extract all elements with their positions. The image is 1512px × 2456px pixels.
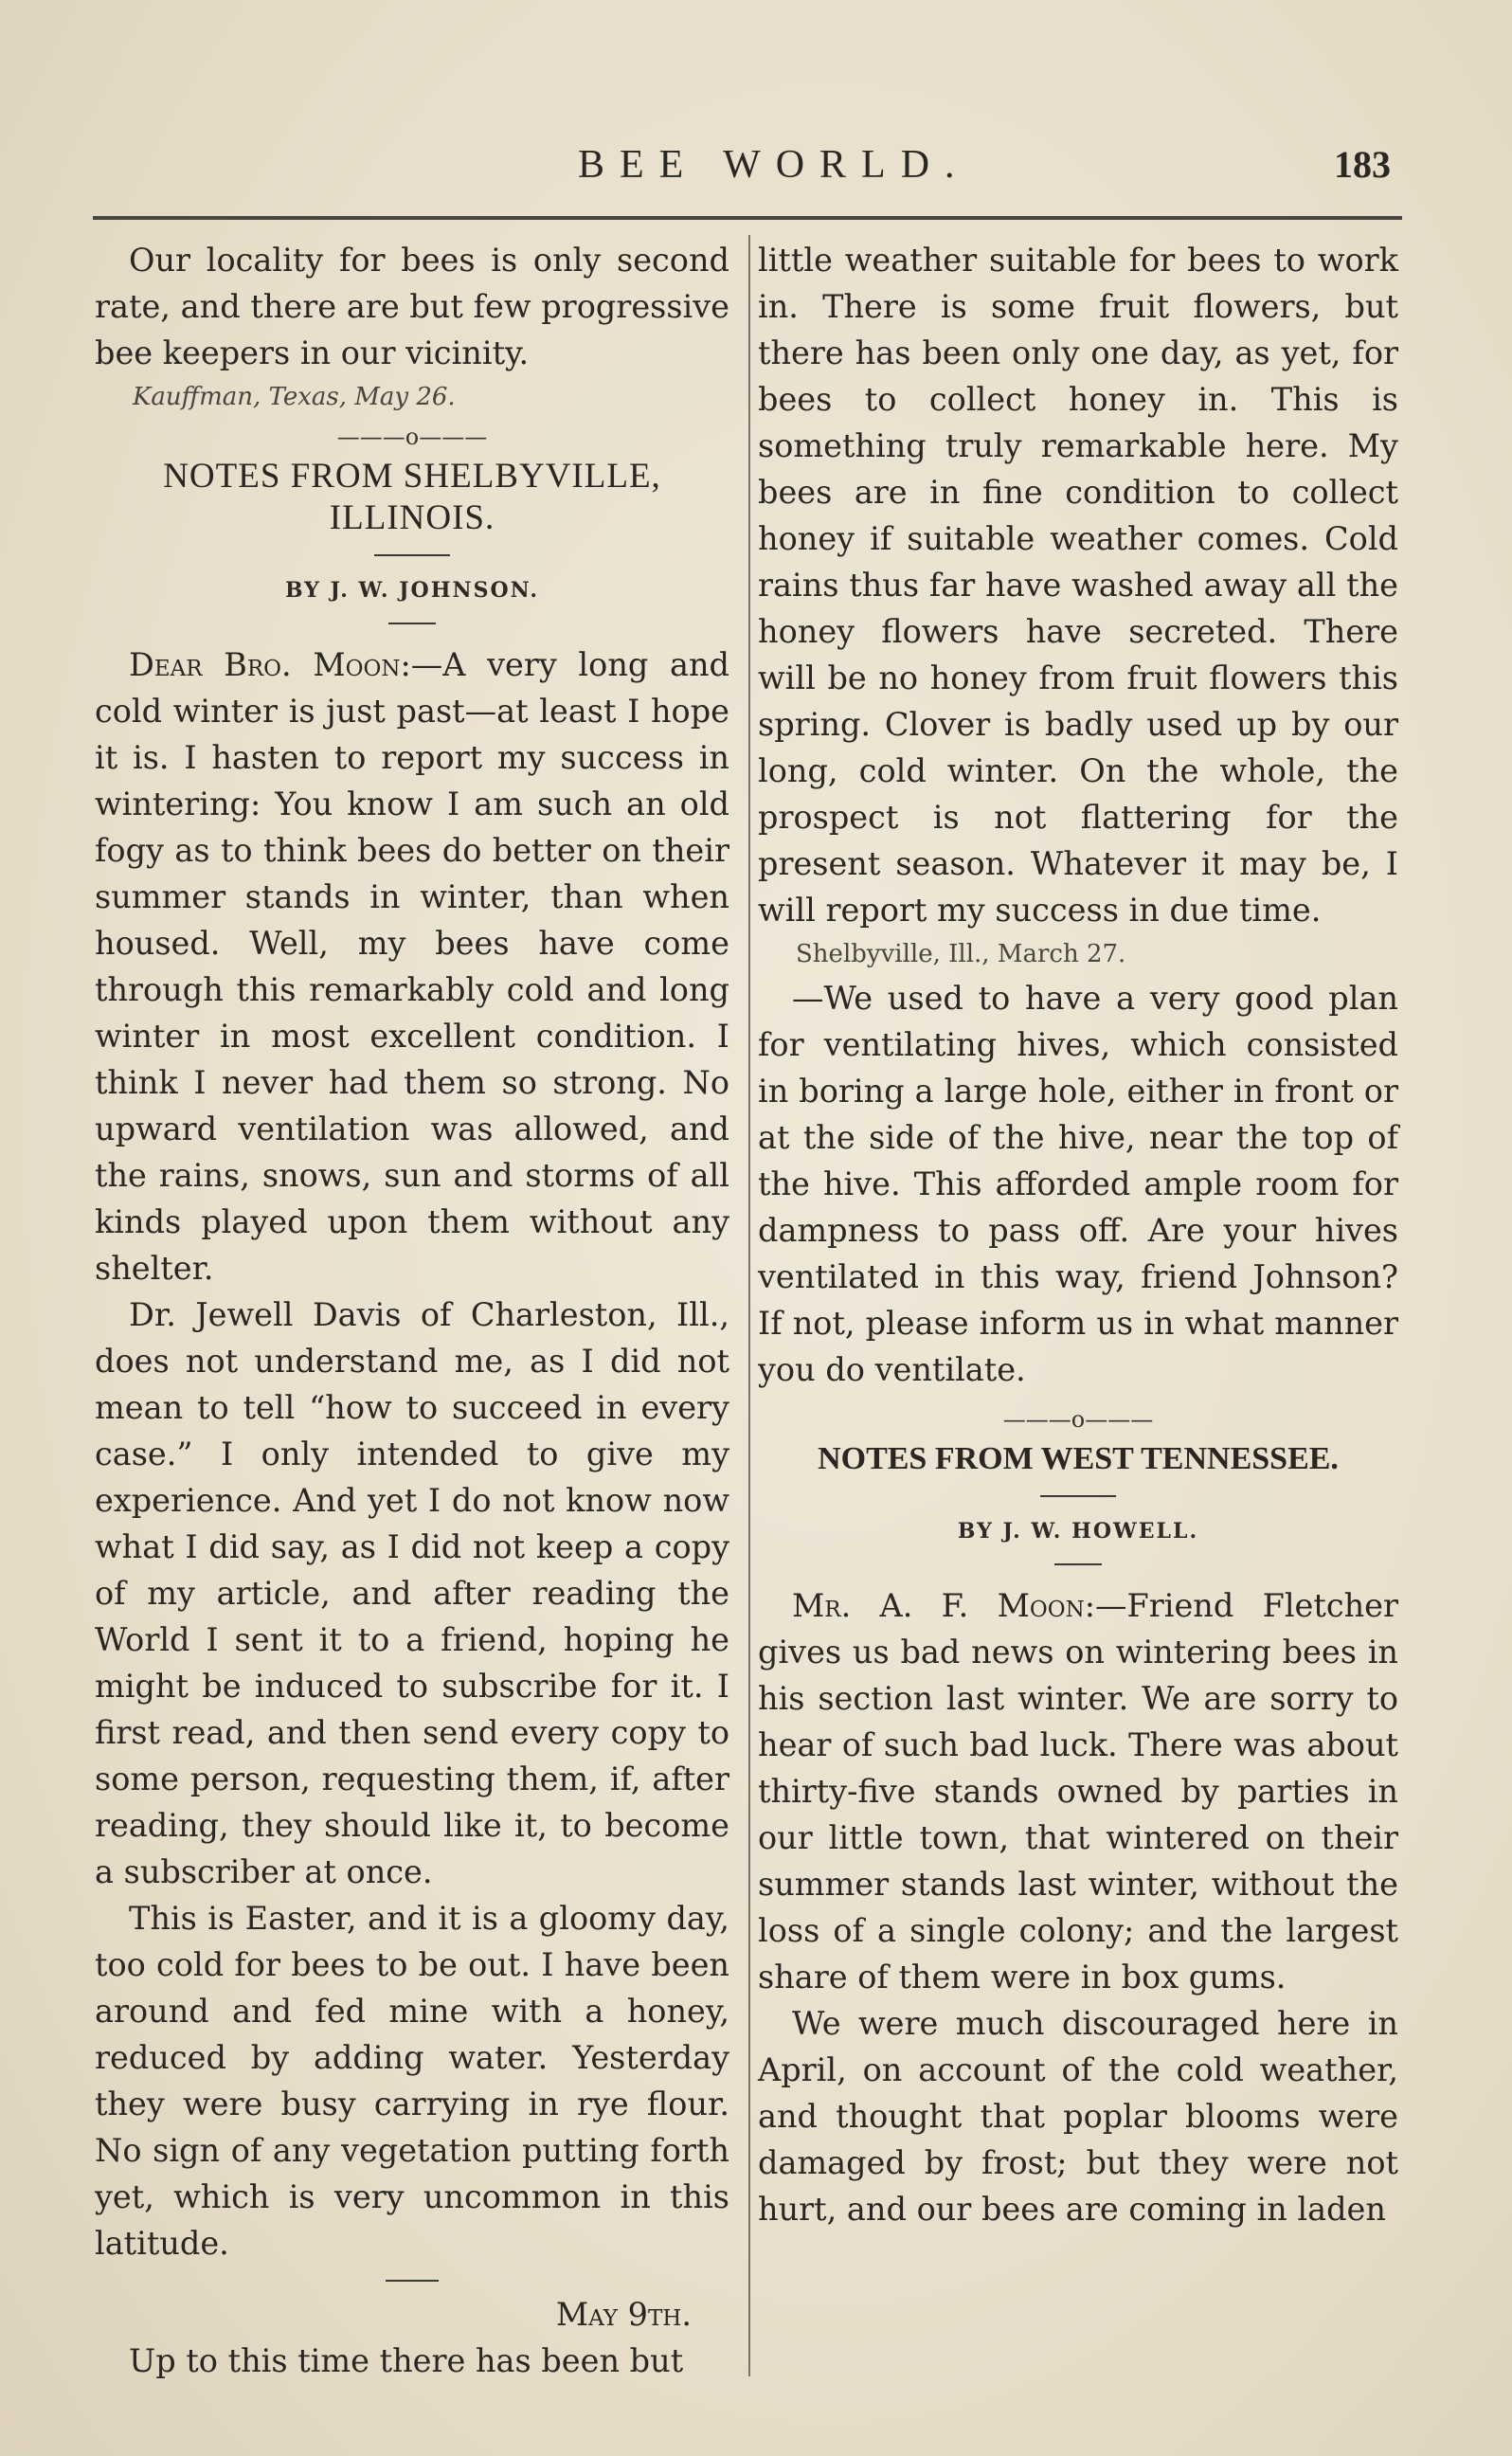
title-rule <box>374 554 450 556</box>
running-title: BEE WORLD. <box>578 143 970 187</box>
section-separator-right: ———o——— <box>1002 1406 1154 1433</box>
letter-paragraph-2: Dr. Jewell Davis of Charleston, Ill., does not understand me, as I did not mean to tell “how to succeed in every case.” I only intended to give my experience. And yet I do not know now what I did say, as I did not keep a copy of my article, and after reading the World I sent it to a friend, hoping he might be induced to subscribe for it. I first read, and then send every copy to some person, requesting them, if, after reading, they should like it, to become a subscriber at once. <box>95 1296 729 1890</box>
salutation: Dear Bro. Moon: <box>129 646 411 683</box>
howell-paragraph-1 <box>758 1582 1398 2000</box>
section-separator: ———o——— <box>336 424 488 450</box>
howell-paragraph-1-text: —Friend Fletcher gives us bad news on wintering bees in his section last winter. We are sorry to hear of such bad luck. There was about thirty-five stands owned by parties in our little town, that wintered on their summer stands last winter, without the loss of a single colony; and the largest share of them were in box gums. <box>758 1587 1399 1996</box>
title-rule-right <box>1040 1495 1116 1497</box>
signoff-date: May 9th. <box>555 2296 692 2333</box>
continued-paragraph: little weather suitable for bees to work in. There is some fruit flowers, but there has been only one day, as yet, for bees to collect honey in. This is something truly remarkable here. My bees are in fine condition to collect honey if suitable weather comes. Cold rains thus far have washed away all the honey flowers have secreted. There will be no honey from fruit flowers this spring. Clover is badly used up by our long, cold winter. On the whole, the prospect is not flattering for the present season. Whatever it may be, I will report my success in due time. <box>758 242 1398 929</box>
opening-dateline: Kauffman, Texas, May 26. <box>133 383 456 411</box>
opening-paragraph: Our locality for bees is only second rate, and there are but few progressive bee keepers in our vicinity. <box>95 242 729 371</box>
signoff-rule <box>386 2280 439 2282</box>
letter-paragraph-4: Up to this time there has been but <box>129 2342 684 2379</box>
salutation-right: Mr. A. F. Moon: <box>792 1587 1095 1624</box>
byline-rule-right <box>1054 1563 1102 1565</box>
letter-paragraph-3: This is Easter, and it is a gloomy day, too cold for bees to be out. I have been around and fed mine with a honey, reduced by adding water. Yesterday they were busy carrying in rye flour. No sign of any vegetation putting forth yet, which is very uncommon in this latitude. <box>95 1900 729 2262</box>
byline: BY J. W. JOHNSON. <box>284 578 540 603</box>
howell-paragraph-2: We were much discouraged here in April, on account of the cold weather, and thought that poplar blooms were damaged by frost; but they were not hurt, and our bees are coming in laden <box>758 2005 1398 2228</box>
right-column <box>758 237 1398 2232</box>
running-head <box>0 142 1512 199</box>
spacer <box>758 1393 1398 1400</box>
article-title-right: NOTES FROM WEST TENNESSEE. <box>818 1441 1339 1476</box>
byline-rule <box>388 623 436 624</box>
article-title <box>95 456 729 539</box>
left-column <box>95 237 729 2384</box>
letter-paragraph-1 <box>95 641 729 1291</box>
article-title-line2: ILLINOIS. <box>329 498 495 537</box>
editor-note: —We used to have a very good plan for ventilating hives, which consisted in boring a large hole, either in front or at the side of the hive, near the top of the hive. This afforded ample room for dampness to pass off. Are your hives ventilated in this way, friend Johnson? If not, please inform us in what manner you do ventilate. <box>758 980 1398 1388</box>
header-rule <box>93 216 1402 220</box>
letter-paragraph-1-text: —A very long and cold winter is just past—at least I hope it is. I hasten to report my success in wintering: You know I am such an old fogy as to think bees do better on their summer stands in winter, than when housed. Well, my bees have come through this remarkably cold and long winter in most excellent condition. I think I never had them so strong. No upward ventilation was allowed, and the rains, snows, sun and storms of all kinds played upon them without any shelter. <box>95 646 729 1287</box>
letter-dateline: Shelbyville, Ill., March 27. <box>796 940 1126 968</box>
byline-right: BY J. W. HOWELL. <box>957 1519 1199 1544</box>
column-divider <box>748 235 750 2376</box>
article-title-line1: NOTES FROM SHELBYVILLE, <box>163 457 661 496</box>
page-number: 183 <box>1334 143 1391 186</box>
